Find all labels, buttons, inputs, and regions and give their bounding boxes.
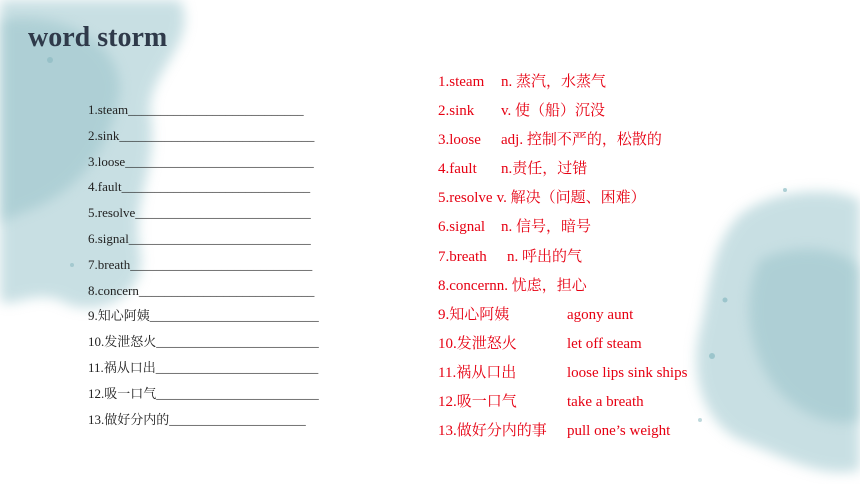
answer-word: 7.breath [438,248,487,265]
answer-item [438,304,662,333]
answer-word: 11.祸从口出 [438,364,517,381]
blank-item: 7.breath____________________________ [88,256,313,272]
blank-item: 5.resolve___________________________ [88,205,311,221]
answer-item [438,391,662,420]
answer-word: 12.吸一口气 [438,394,517,411]
answer-item [438,216,662,245]
answer-definition: let off steam [567,335,642,352]
blank-item: 3.loose_____________________________ [88,153,314,169]
answer-key-list [438,71,688,449]
answer-item [438,333,662,362]
answer-item [438,158,662,187]
answer-definition: n. 信号，暗号 [501,219,592,236]
blank-item: 6.signal____________________________ [88,230,311,246]
answer-definition: n. 蒸汽，水蒸气 [501,74,607,90]
answer-definition: v. 使（船）沉没 [501,103,606,120]
answer-item [438,187,662,216]
page-title: word storm [28,22,168,53]
blank-item: 9.知心阿姨__________________________ [88,308,319,324]
blank-item: 2.sink______________________________ [88,127,315,143]
answer-word: 9.知心阿姨 [438,306,510,323]
answer-item [438,71,662,100]
answer-word: 2.sink [438,103,475,120]
blank-item: 8.concern___________________________ [88,282,315,298]
blank-item: 13.做好分内的_____________________ [88,411,306,427]
answer-word: 5.resolve [438,190,493,207]
answer-word: 1.steam [438,74,485,90]
answer-item [438,362,688,391]
blank-exercise-list [88,100,319,435]
answer-definition: agony aunt [567,306,634,323]
answer-definition: loose lips sink ships [567,364,688,381]
answer-item [438,246,662,275]
blank-item: 1.steam___________________________ [88,102,304,117]
blank-item: 12.吸一口气_________________________ [88,385,319,401]
answer-item [438,420,671,449]
blank-item: 11.祸从口出_________________________ [88,359,319,375]
answer-definition: n. 呼出的气 [507,248,583,265]
blank-item: 4.fault_____________________________ [88,179,311,195]
answer-item [438,275,662,304]
answer-word: 6.signal [438,219,486,236]
answer-definition: take a breath [567,394,644,411]
answer-definition: v. 解决（问题、困难） [496,190,646,207]
answer-word: 8.concern [438,277,497,294]
answer-word: 10.发泄怒火 [438,335,517,352]
answer-word: 13.做好分内的事 [438,423,547,440]
answer-definition: n.责任，过错 [501,161,588,178]
answer-definition: adj. 控制不严的，松散的 [501,132,662,149]
answer-item [438,100,662,129]
blank-item: 10.发泄怒火_________________________ [88,334,319,350]
answer-definition: n. 忧虑，担心 [496,277,587,294]
answer-word: 4.fault [438,161,477,178]
answer-item [438,129,662,158]
answer-definition: pull one’s weight [567,423,671,440]
answer-word: 3.loose [438,132,481,149]
